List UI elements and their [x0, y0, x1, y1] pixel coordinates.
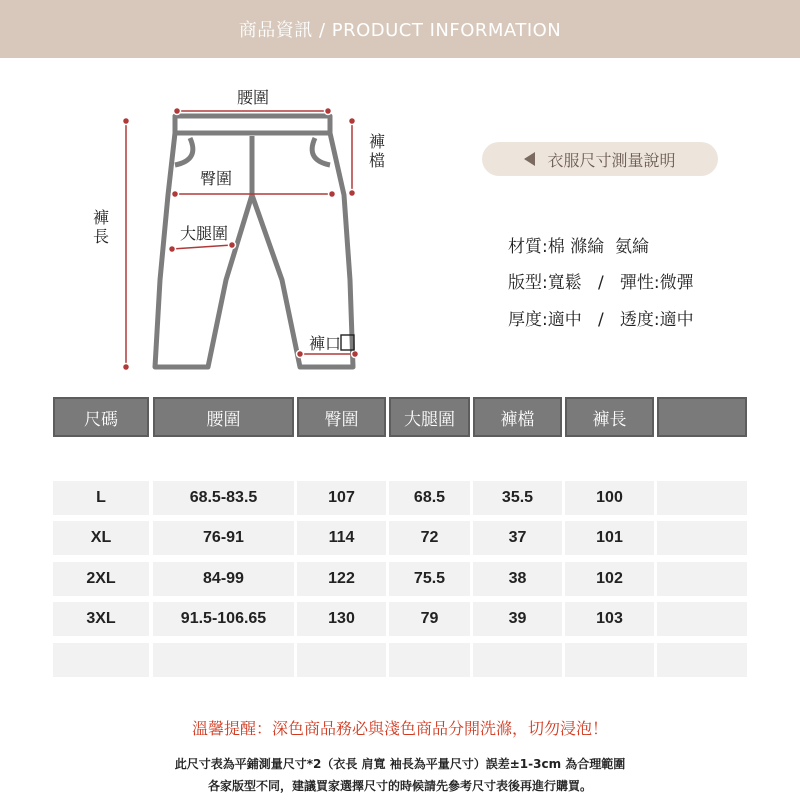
table-header-length: 褲長: [565, 397, 654, 437]
table-cell: 68.5-83.5: [153, 481, 294, 515]
table-cell: 35.5: [473, 481, 562, 515]
table-cell: 75.5: [389, 562, 470, 596]
waist-label: 腰圍: [236, 88, 270, 107]
table-cell: [565, 643, 654, 677]
table-cell: 91.5-106.65: [153, 602, 294, 636]
table-header-rise: 褲檔: [473, 397, 562, 437]
table-cell: 84-99: [153, 562, 294, 596]
table-cell: [657, 602, 747, 636]
spec-fit-elasticity: 版型:寬鬆 / 彈性:微彈: [508, 273, 694, 293]
table-cell: 37: [473, 521, 562, 555]
table-cell: 100: [565, 481, 654, 515]
rise-label-bottom: 檔: [368, 151, 386, 170]
table-cell: 39: [473, 602, 562, 636]
table-header-waist: 腰圍: [153, 397, 294, 437]
table-cell: [473, 643, 562, 677]
table-cell: 130: [297, 602, 386, 636]
table-cell: [657, 562, 747, 596]
thigh-label: 大腿圍: [179, 224, 229, 243]
table-header-blank: [657, 397, 747, 437]
table-cell: 101: [565, 521, 654, 555]
table-cell: 103: [565, 602, 654, 636]
length-label-bottom: 長: [92, 227, 110, 246]
table-cell: [153, 643, 294, 677]
measurement-guide-label: 衣服尺寸測量說明: [547, 150, 676, 170]
table-cell: [657, 481, 747, 515]
table-cell: [389, 643, 470, 677]
table-header-hip: 臀圍: [297, 397, 386, 437]
table-cell: XL: [53, 521, 149, 555]
table-cell: 114: [297, 521, 386, 555]
measurement-guide-button[interactable]: [482, 142, 718, 176]
sizing-advice-note: 各家版型不同，建議買家選擇尺寸的時候請先參考尺寸表後再進行購買。: [207, 779, 592, 793]
washing-warning: 溫馨提醒：深色商品務必與淺色商品分開洗滌，切勿浸泡！: [191, 719, 608, 738]
table-cell: 76-91: [153, 521, 294, 555]
table-cell: 122: [297, 562, 386, 596]
table-cell: 79: [389, 602, 470, 636]
triangle-left-icon: [524, 152, 535, 166]
measurement-note: 此尺寸表為平鋪測量尺寸*2（衣長 肩寬 袖長為平量尺寸）誤差±1-3cm 為合理範圍: [174, 757, 626, 771]
length-label-top: 褲: [92, 208, 110, 227]
spec-thickness-transparency: 厚度:適中 / 透度:適中: [508, 310, 694, 330]
table-cell: 72: [389, 521, 470, 555]
table-header-thigh: 大腿圍: [389, 397, 470, 437]
table-cell: 68.5: [389, 481, 470, 515]
table-cell: [53, 643, 149, 677]
table-cell: [657, 643, 747, 677]
table-cell: 2XL: [53, 562, 149, 596]
table-cell: 102: [565, 562, 654, 596]
table-cell: 38: [473, 562, 562, 596]
pants-measurement-diagram: [0, 58, 800, 388]
table-cell: 107: [297, 481, 386, 515]
table-cell: L: [53, 481, 149, 515]
hip-label: 臀圍: [199, 169, 233, 188]
table-header-size: 尺碼: [53, 397, 149, 437]
banner-title: 商品資訊 / PRODUCT INFORMATION: [238, 20, 562, 41]
leg-opening-label: 褲口: [308, 334, 342, 353]
table-cell: [297, 643, 386, 677]
table-cell: 3XL: [53, 602, 149, 636]
table-cell: [657, 521, 747, 555]
rise-label-top: 褲: [368, 132, 386, 151]
product-info-banner: [0, 0, 800, 58]
spec-material: 材質:棉 滌綸 氨綸: [508, 237, 649, 257]
